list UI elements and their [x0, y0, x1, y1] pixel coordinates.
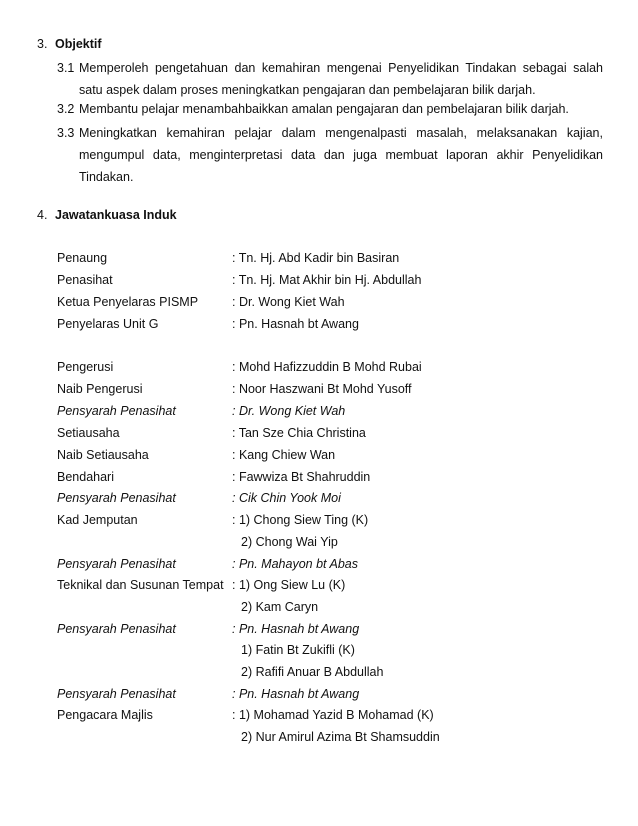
committee-name: : Tn. Hj. Abd Kadir bin Basiran	[232, 251, 400, 265]
objective-3-3	[57, 122, 603, 188]
committee-role: Penyelaras Unit G	[57, 317, 159, 331]
committee-name: : Pn. Hasnah bt Awang	[232, 687, 360, 701]
committee-row	[57, 467, 370, 488]
committee-row	[57, 423, 366, 444]
committee-role: Pensyarah Penasihat	[57, 491, 176, 505]
objective-number: 3.3	[57, 126, 75, 140]
committee-role: Teknikal dan Susunan Tempat	[57, 578, 224, 592]
committee-row	[57, 357, 422, 378]
committee-role: Pensyarah Penasihat	[57, 687, 176, 701]
section-3-number: 3.	[37, 37, 48, 51]
objective-number: 3.2	[57, 102, 75, 116]
committee-role: Bendahari	[57, 470, 114, 484]
committee-row-advisor	[57, 488, 341, 509]
committee-row-advisor	[57, 619, 359, 640]
committee-role: Naib Pengerusi	[57, 382, 143, 396]
section-4-number: 4.	[37, 208, 48, 222]
committee-row	[57, 292, 345, 313]
committee-role: Ketua Penyelaras PISMP	[57, 295, 199, 309]
section-3-heading	[37, 37, 102, 51]
committee-name: : Cik Chin Yook Moi	[232, 491, 341, 505]
committee-role: Penaung	[57, 251, 108, 265]
committee-role: Pensyarah Penasihat	[57, 404, 176, 418]
committee-role: Setiausaha	[57, 426, 120, 440]
committee-row	[57, 379, 412, 400]
objective-text: Membantu pelajar menambahbaikkan amalan pengajaran dan pembelajaran bilik darjah.	[79, 102, 569, 116]
committee-row	[57, 510, 368, 531]
committee-row-advisor	[57, 554, 358, 575]
objective-text: Meningkatkan kemahiran pelajar dalam mengenalpasti masalah, melaksanakan kajian, mengumpul data, menginterpretasi data dan juga membuat laporan akhir Penyelidikan Tindakan.	[79, 126, 603, 184]
committee-role: Naib Setiausaha	[57, 448, 149, 462]
committee-name: : Dr. Wong Kiet Wah	[232, 404, 346, 418]
committee-name: : Pn. Hasnah bt Awang	[232, 622, 360, 636]
committee-row	[57, 575, 345, 596]
committee-row	[57, 270, 421, 291]
committee-row	[57, 248, 399, 269]
section-3-title: Objektif	[55, 37, 102, 51]
committee-name: : Pn. Mahayon bt Abas	[232, 557, 359, 571]
objective-number: 3.1	[57, 61, 75, 75]
committee-name: : Kang Chiew Wan	[232, 448, 336, 462]
committee-continuation: 2) Kam Caryn	[241, 600, 319, 614]
committee-name: : Fawwiza Bt Shahruddin	[232, 470, 371, 484]
objective-3-2	[57, 98, 603, 120]
section-4-heading	[37, 208, 177, 222]
committee-name: : Dr. Wong Kiet Wah	[232, 295, 345, 309]
committee-role: Pengerusi	[57, 360, 114, 374]
committee-name: : 1) Mohamad Yazid B Mohamad (K)	[232, 708, 434, 722]
committee-row	[57, 314, 359, 335]
committee-row-advisor	[57, 401, 345, 422]
committee-role: Pensyarah Penasihat	[57, 622, 176, 636]
section-4-title: Jawatankuasa Induk	[55, 208, 177, 222]
committee-row	[57, 445, 335, 466]
objective-text: Memperoleh pengetahuan dan kemahiran mengenai Penyelidikan Tindakan sebagai salah satu aspek dalam proses meningkatkan pengajaran dan pembelajaran bilik darjah.	[79, 61, 603, 97]
committee-role: Pensyarah Penasihat	[57, 557, 176, 571]
committee-continuation: 2) Nur Amirul Azima Bt Shamsuddin	[241, 730, 440, 744]
committee-name: : 1) Ong Siew Lu (K)	[232, 578, 346, 592]
committee-name: : Pn. Hasnah bt Awang	[232, 317, 359, 331]
committee-name: : Tn. Hj. Mat Akhir bin Hj. Abdullah	[232, 273, 422, 287]
committee-role: Penasihat	[57, 273, 113, 287]
committee-continuation: 2) Chong Wai Yip	[241, 535, 338, 549]
committee-name: : 1) Chong Siew Ting (K)	[232, 513, 369, 527]
committee-role: Pengacara Majlis	[57, 708, 153, 722]
committee-name: : Tan Sze Chia Christina	[232, 426, 366, 440]
objective-3-1	[57, 57, 603, 101]
committee-row-advisor	[57, 684, 359, 705]
committee-row	[57, 705, 434, 726]
committee-name: : Mohd Hafizzuddin B Mohd Rubai	[232, 360, 422, 374]
committee-continuation: 2) Rafifi Anuar B Abdullah	[241, 665, 384, 679]
committee-name: : Noor Haszwani Bt Mohd Yusoff	[232, 382, 412, 396]
committee-continuation: 1) Fatin Bt Zukifli (K)	[241, 643, 355, 657]
committee-role: Kad Jemputan	[57, 513, 138, 527]
